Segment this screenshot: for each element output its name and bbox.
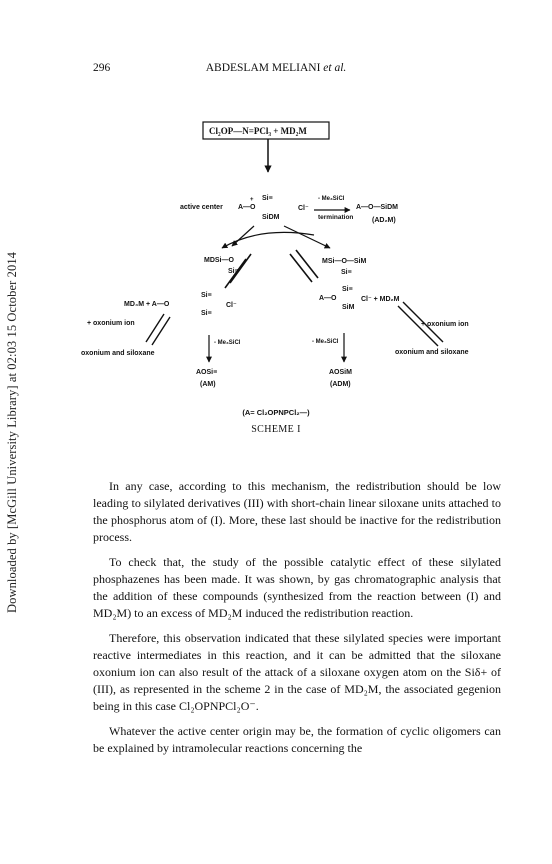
paragraph: In any case, according to this mechanism, the redistribution should be low leading to silylated derivatives (III) with short-chain linear siloxane units attached to the phosphorus atom of (I). More, these last should be inactive for the redistribution process. [93, 479, 501, 544]
eq-right-b [296, 250, 318, 278]
left-center-md4m: MD₄M + A—O [124, 301, 170, 308]
running-title-authors: ABDESLAM MELIANI [205, 62, 321, 74]
left-center-si-top: Si≡ [201, 292, 212, 299]
page-number: 296 [93, 62, 111, 74]
right-oxonium-si: Si≡ [341, 269, 352, 276]
oxonium-siloxane-right: oxonium and siloxane [395, 349, 469, 356]
active-center-ao: A—O [238, 204, 256, 211]
right-center-chloride: Cl⁻ + MD₂M [361, 296, 400, 303]
plus-oxonium-ion-right: + oxonium ion [421, 321, 469, 328]
left-center-si-bottom: Si≡ [201, 310, 212, 317]
paragraph: Whatever the active center origin may be, the formation of cyclic oligomers can be explained by intramolecular reactions concerning the [93, 724, 501, 755]
body-text [93, 478, 501, 765]
paragraph: To check that, the study of the possible catalytic effect of these silylated phosphazenes has been made. It was shown, by gas chromatographic analysis that the addition of these compounds (synthesized from the reaction between (I) and MD₂M) to an excess of MD₂M induced the redistribution reaction. [93, 555, 501, 620]
active-center-sidm: SiDM [262, 214, 280, 221]
product-am: (AM) [200, 381, 216, 388]
plus-oxonium-ion-left: + oxonium ion [87, 320, 135, 327]
termination-label: termination [318, 214, 354, 221]
eq-far-left-b [146, 314, 164, 342]
product-aosi: AOSi≡ [196, 369, 218, 376]
left-oxonium: MDSi—O [204, 257, 234, 264]
scheme-caption: SCHEME I [251, 424, 301, 435]
active-center-si-top: Si≡ [262, 195, 273, 202]
terminal-product: A—O—SiDM [356, 204, 398, 211]
definition-a: (A= Cl₂OPNPCl₂—) [242, 408, 310, 417]
elimination-me3sicl: - Me₃SiCl [318, 196, 345, 202]
right-oxonium: MSi—O—SiM [322, 258, 367, 265]
product-adm: (ADM) [330, 381, 351, 388]
watermark-text: Downloaded by [McGill University Library] at 02:03 15 October 2014 [5, 251, 20, 613]
paragraph: Therefore, this observation indicated that these silylated species were important reactive intermediates in this reaction, and it can be admitted that the siloxane oxonium ion can also result of the attack of a siloxane oxygen atom on the Siδ+ of (III), as represented in the scheme 2 in the case of MD₂M, the associated gegenion being in this case Cl₂OPNPCl₂O⁻. [93, 631, 501, 713]
right-elimination-me3sicl: - Me₃SiCl [312, 339, 339, 345]
right-center-sim: SiM [342, 304, 355, 311]
right-center-ao: A—O [319, 295, 337, 302]
oxonium-charge: + [250, 197, 254, 203]
oxonium-siloxane-left: oxonium and siloxane [81, 350, 155, 357]
left-oxonium-si: Si≡ [228, 268, 239, 275]
eq-far-left-a [152, 317, 170, 345]
chloride-anion: Cl⁻ [298, 205, 309, 212]
left-center-chloride: Cl⁻ [226, 302, 237, 309]
right-center-si-top: Si≡ [342, 286, 353, 293]
left-elimination-me3sicl: - Me₃SiCl [214, 340, 241, 346]
product-aosim: AOSiM [329, 369, 352, 376]
running-title-suffix: et al. [323, 62, 347, 74]
reactants: Cl₂OP—N=PCl₃ + MD₂M [209, 126, 307, 136]
arrow-curved-return [222, 232, 314, 248]
arrow-to-right-oxonium [284, 226, 330, 248]
terminal-product-name: (AD₂M) [372, 217, 396, 224]
active-center-label: active center [180, 204, 223, 211]
eq-right-a [290, 254, 312, 282]
